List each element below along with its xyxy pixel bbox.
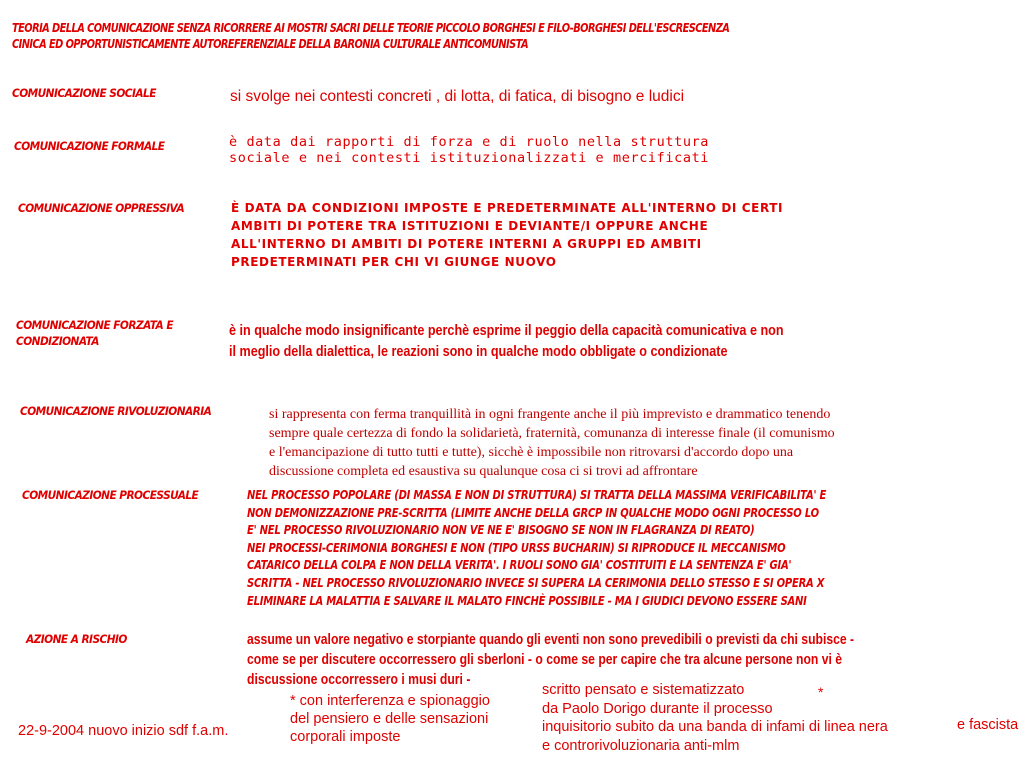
heading-processuale: COMUNICAZIONE PROCESSUALE — [22, 488, 199, 502]
text-formale-line: è data dai rapporti di forza e di ruolo nella struttura — [229, 134, 710, 150]
text-rischio-line: assume un valore negativo e storpiante quando gli eventi non sono prevedibili o previsti da chi subisce - — [247, 632, 855, 648]
heading-formale: COMUNICAZIONE FORMALE — [14, 139, 165, 153]
author-note — [542, 681, 888, 755]
author-note-line: inquisitorio subito da una banda di infami di linea nera — [542, 719, 888, 735]
text-processuale — [247, 486, 826, 609]
heading-oppressiva: COMUNICAZIONE OPPRESSIVA — [18, 201, 185, 215]
text-rivoluzionaria-line: sempre quale certezza di fondo la solidarietà, fraternità, comunanza di interesse finale (il comunismo — [269, 426, 835, 441]
text-oppressiva-line: È DATA DA CONDIZIONI IMPOSTE E PREDETERMINATE ALL'INTERNO DI CERTI — [231, 201, 784, 215]
text-processuale-line: NEI PROCESSI-CERIMONIA BORGHESI E NON (TIPO URSS BUCHARIN) SI RIPRODUCE IL MECCANISMO — [247, 539, 786, 555]
footnote — [290, 692, 490, 746]
text-processuale-line: NON DEMONIZZAZIONE PRE-SCRITTA (LIMITE ANCHE DELLA GRCP IN QUALCHE MODO OGNI PROCESSO LO — [247, 504, 819, 520]
text-processuale-line: ELIMINARE LA MALATTIA E SALVARE IL MALATO FINCHÈ POSSIBILE - MA I GIUDICI DEVONO ESSERE SANI — [247, 592, 807, 608]
text-oppressiva-line: ALL'INTERNO DI AMBITI DI POTERE INTERNI A GRUPPI ED AMBITI — [231, 237, 702, 251]
text-oppressiva — [231, 199, 783, 271]
text-processuale-line: NEL PROCESSO POPOLARE (DI MASSA E NON DI STRUTTURA) SI TRATTA DELLA MASSIMA VERIFICABILITA' E — [247, 487, 827, 502]
text-forzata-line: è in qualche modo insignificante perchè esprime il peggio della capacità comunicativa e non — [229, 322, 784, 339]
text-processuale-line: E' NEL PROCESSO RIVOLUZIONARIO NON VE NE E' BISOGNO SE NON IN FLAGRANZA DI REATO) — [247, 522, 755, 538]
page-title — [12, 20, 729, 52]
text-rischio-line: discussione occorressero i musi duri - — [247, 672, 471, 688]
text-processuale-line: SCRITTA - NEL PROCESSO RIVOLUZIONARIO INVECE SI SUPERA LA CERIMONIA DELLO STESSO E SI OPERA X — [247, 574, 825, 590]
text-rivoluzionaria — [269, 405, 835, 481]
author-note-line: e controrivoluzionaria anti-mlm — [542, 737, 740, 754]
author-note-line: scritto pensato e sistematizzato — [542, 682, 745, 698]
title-line-1: TEORIA DELLA COMUNICAZIONE SENZA RICORRERE AI MOSTRI SACRI DELLE TEORIE PICCOLO BORGHESI E FILO-BORGHESI DELL'ESCRESCENZA — [12, 21, 730, 35]
date-note: 22-9-2004 nuovo inizio sdf f.a.m. — [18, 723, 229, 739]
heading-sociale: COMUNICAZIONE SOCIALE — [12, 86, 156, 100]
heading-forzata — [16, 317, 173, 349]
footnote-line: * con interferenza e spionaggio — [290, 693, 490, 709]
text-sociale: si svolge nei contesti concreti , di lotta, di fatica, di bisogno e ludici — [230, 88, 685, 105]
asterisk-mark: * — [818, 684, 824, 700]
footnote-line: del pensiero e delle sensazioni — [290, 711, 489, 727]
text-oppressiva-line: PREDETERMINATI PER CHI VI GIUNGE NUOVO — [231, 255, 557, 269]
heading-forzata-line: CONDIZIONATA — [16, 334, 99, 348]
heading-rischio: AZIONE A RISCHIO — [26, 632, 127, 646]
text-rischio-line: come se per discutere occorressero gli sberloni - o come se per capire che tra alcune persone non vi è — [247, 652, 843, 668]
heading-forzata-line: COMUNICAZIONE FORZATA E — [16, 318, 174, 332]
fascista-note: e fascista — [957, 717, 1019, 733]
author-note-line: da Paolo Dorigo durante il processo — [542, 700, 773, 717]
text-formale — [229, 134, 709, 166]
footnote-line: corporali imposte — [290, 729, 401, 745]
text-rivoluzionaria-line: e l'emancipazione di tutto tutti e tutte), sicchè è impossibile non ritrovarsi d'accordo dopo una — [269, 445, 794, 460]
heading-rivoluzionaria: COMUNICAZIONE RIVOLUZIONARIA — [20, 404, 212, 418]
text-processuale-line: CATARICO DELLA COLPA E NON DELLA VERITA'. I RUOLI SONO GIA' COSTITUITI E LA SENTENZA E' GIA' — [247, 557, 792, 573]
title-line-2: CINICA ED OPPORTUNISTICAMENTE AUTOREFERENZIALE DELLA BARONIA CULTURALE ANTICOMUNISTA — [12, 37, 529, 51]
text-forzata — [229, 320, 784, 362]
text-oppressiva-line: AMBITI DI POTERE TRA ISTITUZIONI E DEVIANTE/I OPPURE ANCHE — [231, 219, 709, 233]
text-forzata-line: il meglio della dialettica, le reazioni sono in qualche modo obbligate o condizionate — [229, 343, 728, 360]
text-rivoluzionaria-line: si rappresenta con ferma tranquillità in ogni frangente anche il più imprevisto e drammatico tenendo — [269, 407, 831, 422]
text-formale-line: sociale e nei contesti istituzionalizzati e mercificati — [229, 150, 710, 166]
text-rivoluzionaria-line: discussione completa ed esaustiva su qualunque cosa ci si trovi ad affrontare — [269, 464, 698, 479]
